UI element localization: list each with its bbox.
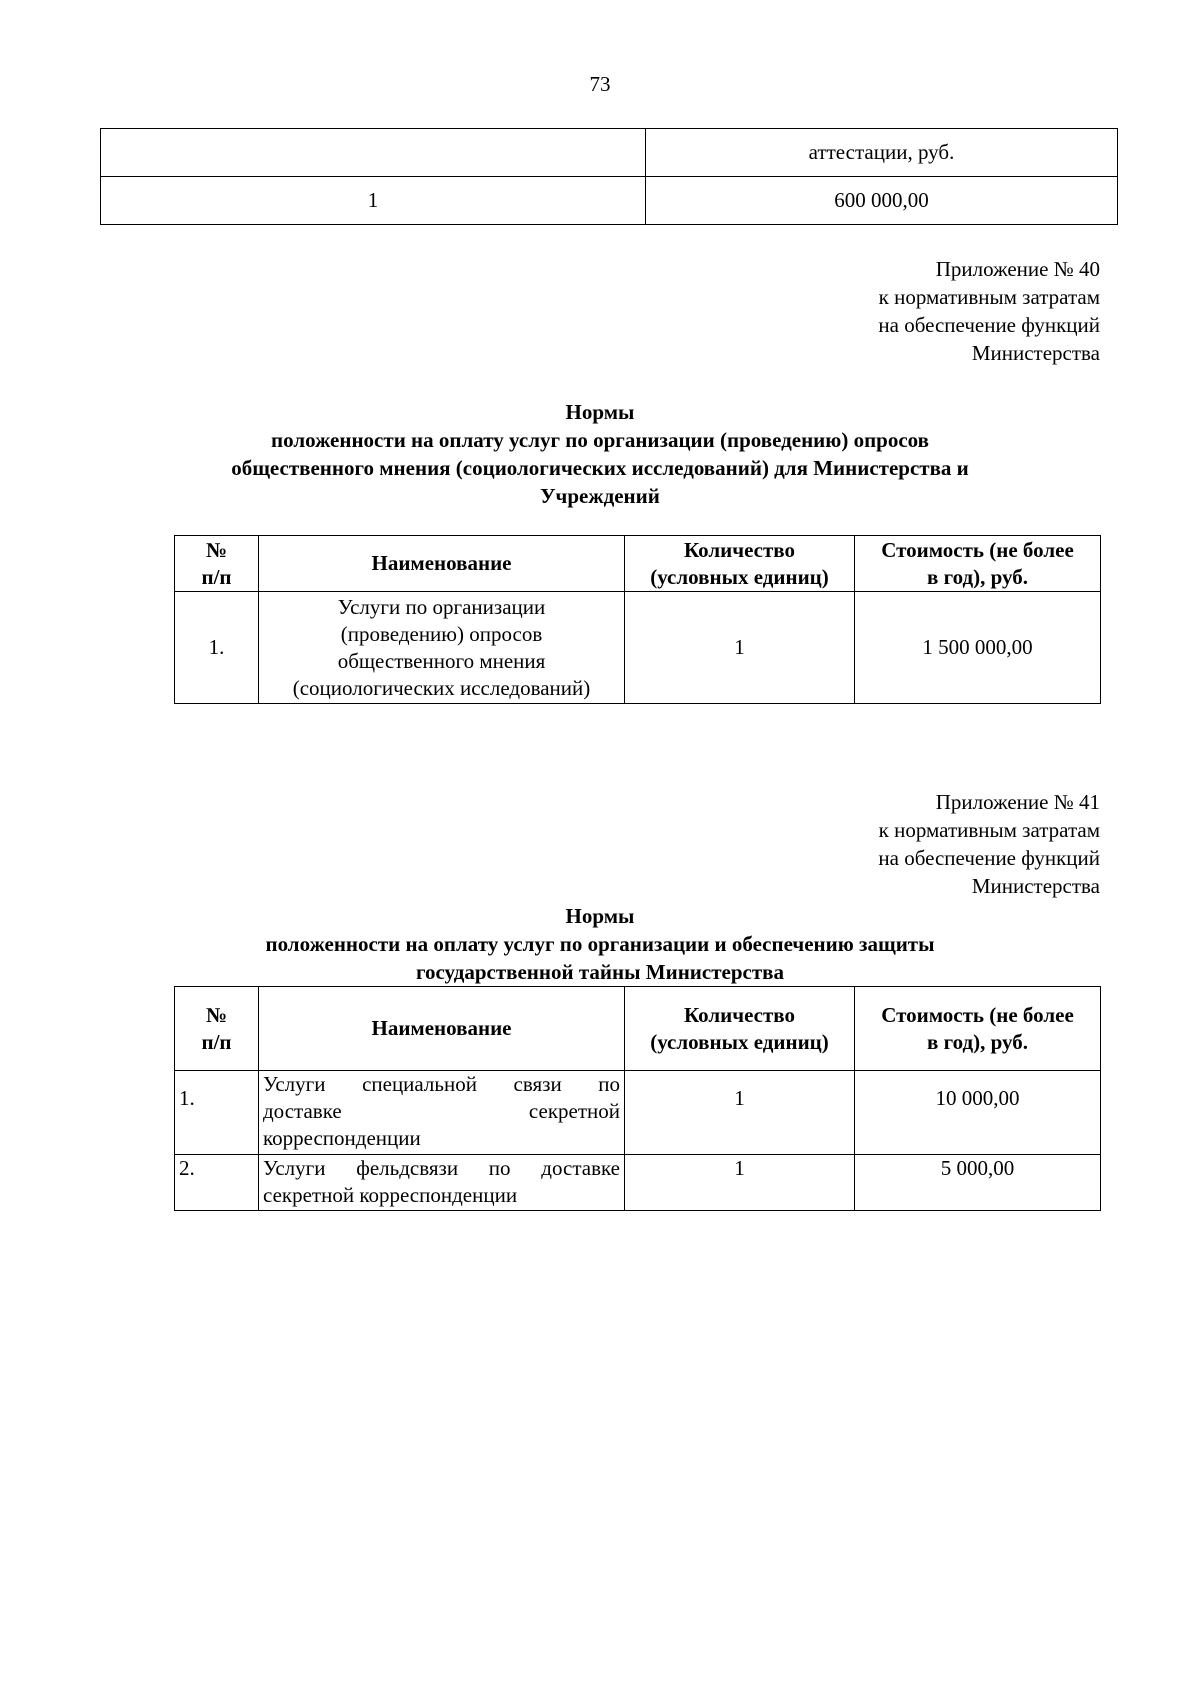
- table-row: [175, 1071, 1101, 1155]
- table-row: [101, 177, 1118, 225]
- row-number: 2.: [175, 1155, 259, 1211]
- top-table: [100, 128, 1118, 225]
- table-header-row: [175, 536, 1101, 592]
- title-line: положенности на оплату услуг по организации (проведению) опросов: [271, 428, 929, 452]
- column-header-cost: Стоимость (не более в год), руб.: [855, 987, 1101, 1071]
- appendix-40-attachment: [740, 255, 1100, 367]
- table-cell: 1: [101, 177, 646, 225]
- title-line: государственной тайны Министерства: [415, 960, 785, 984]
- row-cost: 1 500 000,00: [855, 592, 1101, 704]
- table-cell: аттестации, руб.: [646, 129, 1118, 177]
- row-cost: 10 000,00: [855, 1071, 1101, 1155]
- title-line: Нормы: [565, 400, 635, 424]
- column-header-name: Наименование: [259, 536, 625, 592]
- title-line: Учреждений: [540, 484, 660, 508]
- attachment-line: Приложение № 40: [935, 257, 1100, 281]
- table-cell: [101, 129, 646, 177]
- appendix-40-table: [174, 535, 1101, 704]
- appendix-41-table: [174, 986, 1101, 1211]
- column-header-num: № п/п: [175, 536, 259, 592]
- appendix-40-title: [150, 398, 1050, 510]
- attachment-line: Приложение № 41: [935, 790, 1100, 814]
- row-number: 1.: [175, 592, 259, 704]
- table-row: [175, 592, 1101, 704]
- column-header-quantity: Количество (условных единиц): [625, 987, 855, 1071]
- column-header-name: Наименование: [259, 987, 625, 1071]
- appendix-41-attachment: [740, 788, 1100, 900]
- attachment-line: к нормативным затратам: [878, 285, 1100, 309]
- column-header-cost: Стоимость (не более в год), руб.: [855, 536, 1101, 592]
- row-name: Услуги фельдсвязи по доставке секретной корреспонденции: [259, 1155, 625, 1211]
- row-quantity: 1: [625, 1155, 855, 1211]
- row-quantity: 1: [625, 592, 855, 704]
- table-cell: 600 000,00: [646, 177, 1118, 225]
- attachment-line: на обеспечение функций: [878, 313, 1100, 337]
- appendix-41-title: [150, 902, 1050, 986]
- table-row: [175, 1155, 1101, 1211]
- row-quantity: 1: [625, 1071, 855, 1155]
- table-row: [101, 129, 1118, 177]
- attachment-line: на обеспечение функций: [878, 846, 1100, 870]
- title-line: положенности на оплату услуг по организации и обеспечению защиты: [265, 932, 935, 956]
- row-name: Услуги специальной связи по доставке секретной корреспонденции: [259, 1071, 625, 1155]
- row-number: 1.: [175, 1071, 259, 1155]
- table-header-row: [175, 987, 1101, 1071]
- page-number: 73: [589, 72, 611, 96]
- attachment-line: Министерства: [971, 874, 1100, 898]
- title-line: общественного мнения (социологических исследований) для Министерства и: [231, 456, 969, 480]
- attachment-line: Министерства: [971, 341, 1100, 365]
- column-header-quantity: Количество (условных единиц): [625, 536, 855, 592]
- row-name: Услуги по организации (проведению) опросов общественного мнения (социологических исследований): [259, 592, 625, 704]
- attachment-line: к нормативным затратам: [878, 818, 1100, 842]
- title-line: Нормы: [565, 904, 635, 928]
- column-header-num: № п/п: [175, 987, 259, 1071]
- row-cost: 5 000,00: [855, 1155, 1101, 1211]
